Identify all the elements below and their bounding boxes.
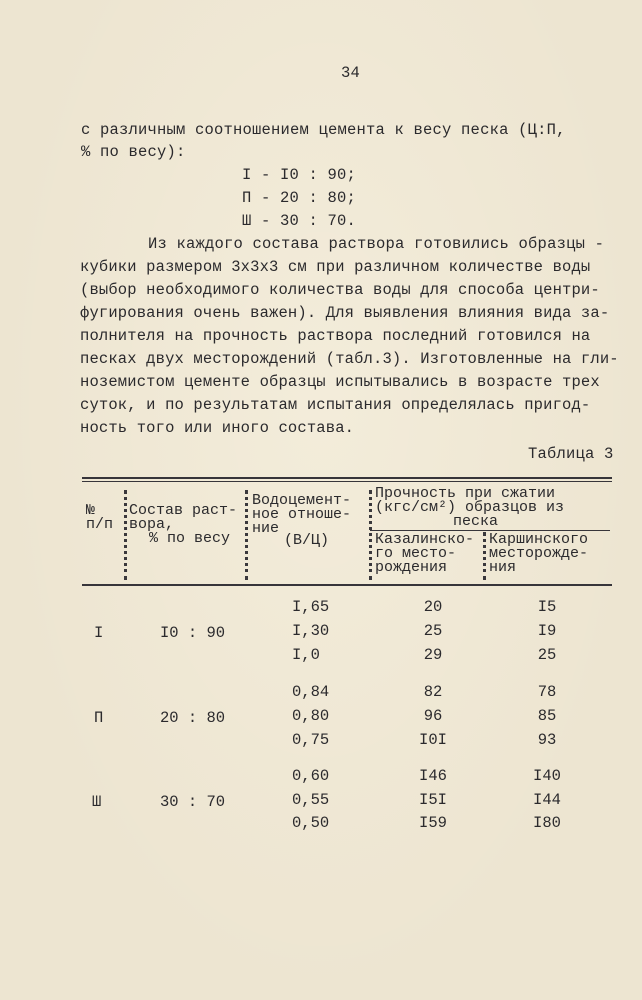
column-divider xyxy=(369,490,372,580)
header-water-cement: Водоцемент- ное отноше- ние (В/Ц) xyxy=(252,492,352,549)
intro-line: с различным соотношением цемента к весу песка (Ц:П, xyxy=(81,121,566,139)
paragraph-line: ноземистом цементе образцы испытывались в возрасте трех xyxy=(80,373,600,391)
table-caption: Таблица 3 xyxy=(528,445,614,463)
header-composition: Состав раст- вора, % по весу xyxy=(129,502,238,547)
group-composition: I0 : 90 xyxy=(160,624,226,642)
paragraph-line: Из каждого состава раствора готовились образцы - xyxy=(148,235,605,253)
wc-value: I,65 xyxy=(292,598,330,616)
wc-value: 0,55 xyxy=(292,791,330,809)
karshinsk-value: 85 xyxy=(537,707,557,725)
header-kazalinsk: Казалинско- го место- рождения xyxy=(375,531,475,576)
group-composition: 30 : 70 xyxy=(160,793,226,811)
karshinsk-value: 93 xyxy=(537,731,557,749)
kazalinsk-value: 29 xyxy=(423,646,443,664)
karshinsk-value: I9 xyxy=(537,622,557,640)
wc-value: I,30 xyxy=(292,622,330,640)
karshinsk-value: I44 xyxy=(533,791,561,809)
ratio-item: I - I0 : 90; xyxy=(242,166,357,184)
paragraph-line: суток, и по результатам испытания определялась пригод- xyxy=(80,396,591,414)
kazalinsk-value: 25 xyxy=(423,622,443,640)
group-composition: 20 : 80 xyxy=(160,709,226,727)
header-no: № п/п xyxy=(86,502,114,533)
page-number: 34 xyxy=(341,64,361,82)
group-number: П xyxy=(94,709,104,727)
kazalinsk-value: I59 xyxy=(419,814,447,832)
group-number: Ш xyxy=(92,793,102,811)
wc-value: 0,60 xyxy=(292,767,330,785)
kazalinsk-value: I0I xyxy=(419,731,447,749)
column-divider xyxy=(245,490,248,580)
wc-value: 0,80 xyxy=(292,707,330,725)
kazalinsk-value: I5I xyxy=(419,791,447,809)
paragraph-line: ность того или иного состава. xyxy=(80,419,355,437)
ratio-item: Ш - 30 : 70. xyxy=(242,212,357,230)
paragraph-line: песках двух месторождений (табл.3). Изготовленные на гли- xyxy=(80,350,619,368)
paragraph-line: кубики размером 3х3х3 см при различном количестве воды xyxy=(80,258,591,276)
wc-value: 0,84 xyxy=(292,683,330,701)
header-karshinsk: Каршинского месторожде- ния xyxy=(489,531,589,576)
karshinsk-value: I5 xyxy=(537,598,557,616)
wc-value: 0,75 xyxy=(292,731,330,749)
kazalinsk-value: 96 xyxy=(423,707,443,725)
paragraph-line: полнителя на прочность раствора последний готовился на xyxy=(80,327,591,345)
paragraph-line: фугирования очень важен). Для выявления влияния вида за- xyxy=(80,304,610,322)
karshinsk-value: 78 xyxy=(537,683,557,701)
kazalinsk-value: 82 xyxy=(423,683,443,701)
karshinsk-value: I80 xyxy=(533,814,561,832)
paragraph-line: (выбор необходимого количества воды для способа центри- xyxy=(80,281,600,299)
table-top-rule-2 xyxy=(82,481,612,482)
header-strength: Прочность при сжатии (кгс/см²) образцов из песка xyxy=(375,485,565,530)
kazalinsk-value: 20 xyxy=(423,598,443,616)
column-divider xyxy=(483,532,486,580)
header-bottom-rule xyxy=(82,584,612,586)
table-top-rule xyxy=(82,477,612,479)
karshinsk-value: I40 xyxy=(533,767,561,785)
wc-value: 0,50 xyxy=(292,814,330,832)
wc-value: I,0 xyxy=(292,646,320,664)
ratio-item: П - 20 : 80; xyxy=(242,189,357,207)
intro-line: % по весу): xyxy=(81,143,186,161)
kazalinsk-value: I46 xyxy=(419,767,447,785)
group-number: I xyxy=(94,624,104,642)
karshinsk-value: 25 xyxy=(537,646,557,664)
column-divider xyxy=(124,490,127,580)
